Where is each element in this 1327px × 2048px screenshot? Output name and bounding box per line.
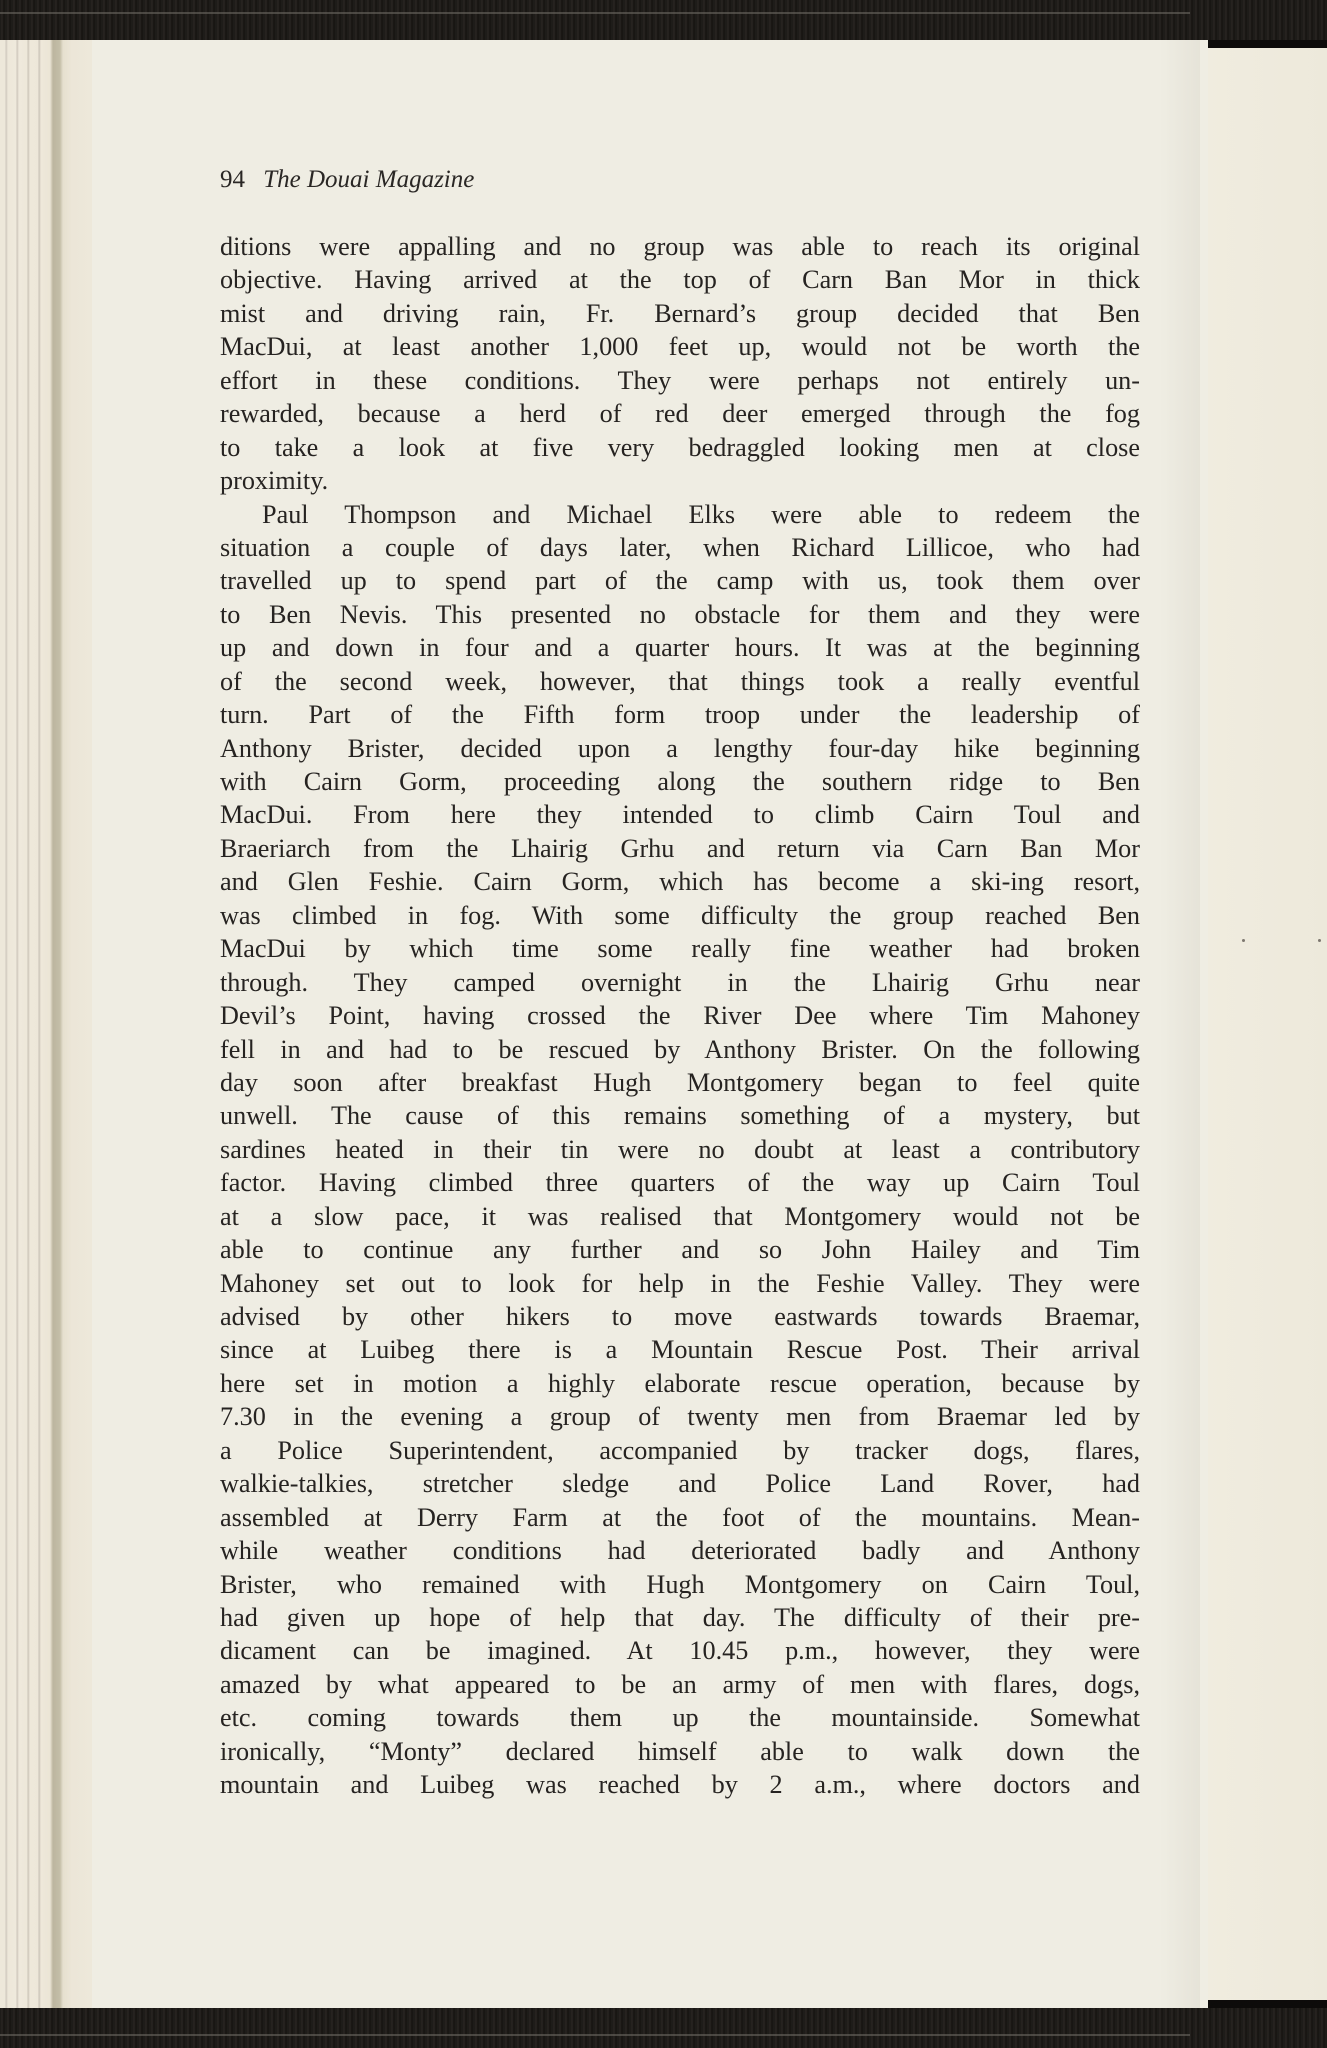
text-line: MacDui. From here they intended to climb Cairn Toul and [220,800,1140,830]
text-line: day soon after breakfast Hugh Montgomery began to feel quite [220,1067,1140,1097]
publication-title: The Douai Magazine [263,166,475,193]
text-line: while weather conditions had deteriorated badly and Anthony [220,1536,1140,1566]
page-stack-edges [0,40,92,2008]
text-line: mountain and Luibeg was reached by 2 a.m., where doctors and [220,1770,1140,1800]
page-gutter-shadow [1160,40,1200,2008]
book-cover-bottom [0,2008,1327,2048]
text-line: Brister, who remained with Hugh Montgomery on Cairn Toul, [220,1569,1140,1599]
text-line: Anthony Brister, decided upon a lengthy four-day hike beginning [220,733,1140,763]
text-line: factor. Having climbed three quarters of the way up Cairn Toul [220,1168,1140,1198]
text-line: etc. coming towards them up the mountainside. Somewhat [220,1703,1140,1733]
text-line: fell in and had to be rescued by Anthony Brister. On the following [220,1034,1140,1064]
text-line: up and down in four and a quarter hours. It was at the beginning [220,633,1140,663]
paragraph [220,230,1140,498]
text-line: a Police Superintendent, accompanied by tracker dogs, flares, [220,1435,1140,1465]
text-line: walkie-talkies, stretcher sledge and Police Land Rover, had [220,1469,1140,1499]
text-line: at a slow pace, it was realised that Montgomery would not be [220,1201,1140,1231]
text-line: had given up hope of help that day. The difficulty of their pre- [220,1602,1140,1632]
text-line: through. They camped overnight in the Lhairig Grhu near [220,967,1140,997]
text-line: dicament can be imagined. At 10.45 p.m., however, they were [220,1636,1140,1666]
text-line: to take a look at five very bedraggled looking men at close [220,432,1140,462]
paper-speck [1242,939,1245,942]
text-line: Paul Thompson and Michael Elks were able to redeem the [262,499,1140,529]
text-line: sardines heated in their tin were no doubt at least a contributory [220,1134,1140,1164]
text-line: turn. Part of the Fifth form troop under the leadership of [220,700,1140,730]
text-line: to Ben Nevis. This presented no obstacle for them and they were [220,599,1140,629]
text-line: advised by other hikers to move eastwards towards Braemar, [220,1302,1140,1331]
paper-speck [1318,939,1321,942]
text-line: amazed by what appeared to be an army of men with flares, dogs, [220,1669,1140,1699]
facing-page-edge [1198,48,1327,2000]
page-number: 94 [220,166,245,193]
text-line: assembled at Derry Farm at the foot of the mountains. Mean- [220,1502,1140,1532]
text-line: effort in these conditions. They were perhaps not entirely un- [220,365,1140,395]
text-line: proximity. [220,466,329,496]
text-line: objective. Having arrived at the top of Carn Ban Mor in thick [220,265,1140,295]
text-line: Braeriarch from the Lhairig Grhu and return via Carn Ban Mor [220,833,1140,863]
text-line: was climbed in fog. With some difficulty the group reached Ben [220,900,1140,930]
text-line: travelled up to spend part of the camp with us, took them over [220,566,1140,596]
text-line: MacDui by which time some really fine weather had broken [220,934,1140,964]
text-line: with Cairn Gorm, proceeding along the southern ridge to Ben [220,767,1140,796]
cover-texture-line [0,12,1190,14]
text-line: Mahoney set out to look for help in the Feshie Valley. They were [220,1268,1140,1298]
running-header [220,166,474,200]
text-line: and Glen Feshie. Cairn Gorm, which has become a ski-ing resort, [220,867,1140,897]
text-line: since at Luibeg there is a Mountain Rescue Post. Their arrival [220,1335,1140,1365]
text-line: here set in motion a highly elaborate rescue operation, because by [220,1368,1140,1398]
text-line: ironically, “Monty” declared himself able to walk down the [220,1736,1140,1766]
text-line: ditions were appalling and no group was able to reach its original [220,232,1140,261]
text-line: Devil’s Point, having crossed the River Dee where Tim Mahoney [220,1001,1140,1031]
text-line: unwell. The cause of this remains something of a mystery, but [220,1101,1140,1131]
paragraph [220,498,1140,1802]
text-line: rewarded, because a herd of red deer emerged through the fog [220,399,1140,429]
text-line: mist and driving rain, Fr. Bernard’s group decided that Ben [220,298,1140,328]
text-line: of the second week, however, that things took a really eventful [220,666,1140,696]
text-line: MacDui, at least another 1,000 feet up, would not be worth the [220,332,1140,362]
body-text [220,230,1140,1802]
text-line: able to continue any further and so John Hailey and Tim [220,1235,1140,1265]
book-cover-top [0,0,1327,40]
cover-texture-line [0,2034,1190,2036]
text-line: 7.30 in the evening a group of twenty men from Braemar led by [220,1402,1140,1432]
text-line: situation a couple of days later, when Richard Lillicoe, who had [220,532,1140,562]
